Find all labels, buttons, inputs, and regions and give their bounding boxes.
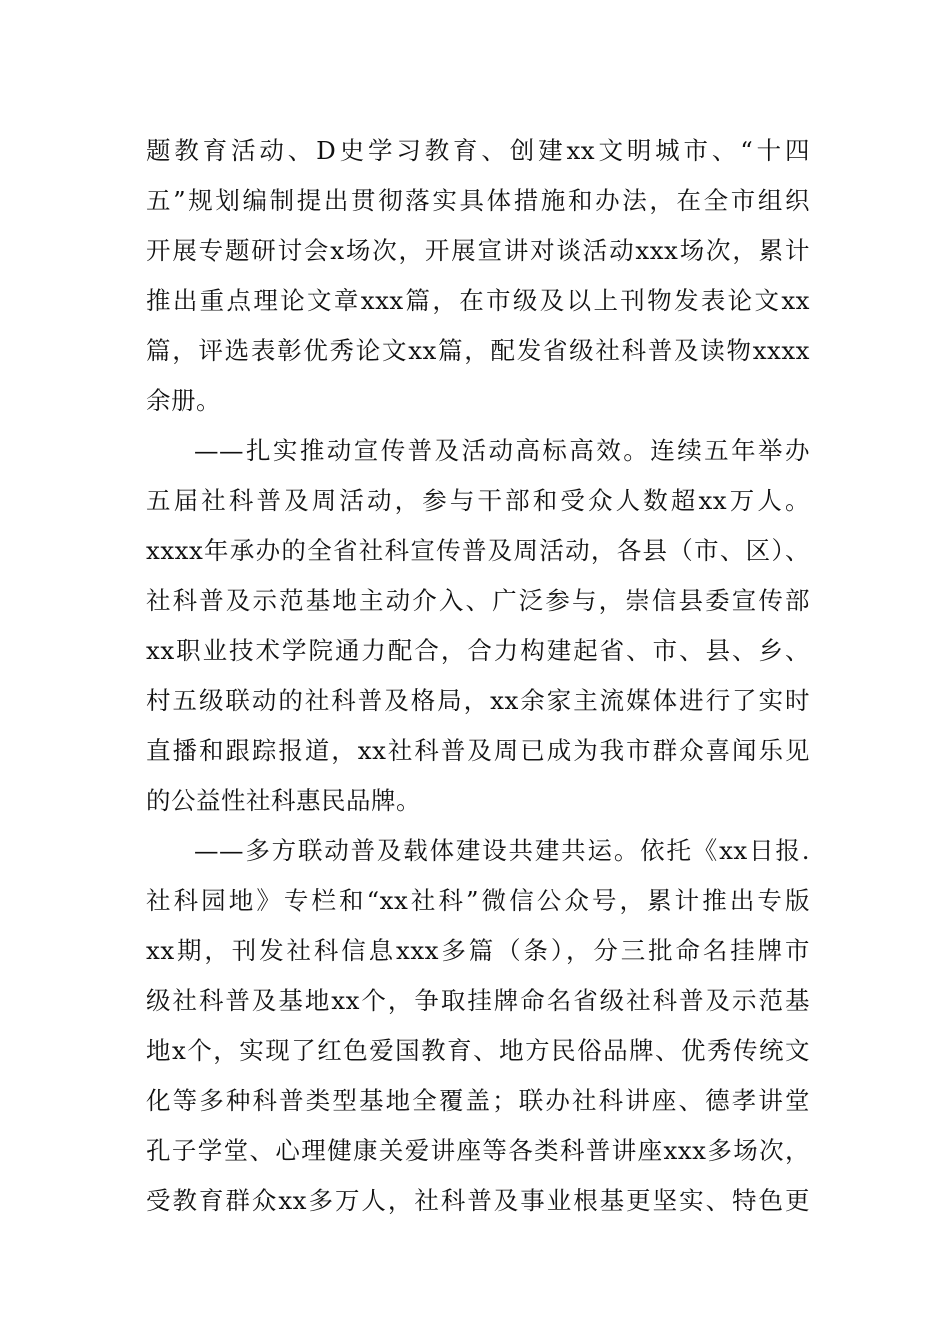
text-line: 孔子学堂、心理健康关爱讲座等各类科普讲座xxx多场次， (146, 1136, 810, 1165)
text-line: xx期，刊发社科信息xxx多篇（条），分三批命名挂牌市 (146, 936, 810, 965)
text-line: 社科普及示范基地主动介入、广泛参与，崇信县委宣传部 (146, 586, 810, 615)
text-line: 五届社科普及周活动，参与干部和受众人数超xx万人。 (146, 486, 810, 515)
text-line: 开展专题研讨会x场次，开展宣讲对谈活动xxx场次，累计 (146, 236, 810, 265)
text-line: 五”规划编制提出贯彻落实具体措施和办法，在全市组织 (146, 186, 810, 215)
text-line: 受教育群众xx多万人，社科普及事业根基更坚实、特色更 (146, 1186, 810, 1215)
text-line: 村五级联动的社科普及格局，xx余家主流媒体进行了实时 (146, 686, 810, 715)
text-line: 余册。 (146, 386, 221, 415)
text-line: 篇，评选表彰优秀论文xx篇，配发省级社科普及读物xxxx (146, 336, 810, 365)
text-line: 地x个，实现了红色爱国教育、地方民俗品牌、优秀传统文 (146, 1036, 810, 1065)
text-line: 化等多种科普类型基地全覆盖；联办社科讲座、德孝讲堂 (146, 1086, 810, 1115)
text-line: 题教育活动、D史学习教育、创建xx文明城市、“十四 (146, 136, 810, 165)
text-line: xx职业技术学院通力配合，合力构建起省、市、县、乡、 (146, 636, 810, 665)
paragraph-heading-line: ——多方联动普及载体建设共建共运。依托《xx日报. (194, 836, 810, 865)
text-line: 级社科普及基地xx个，争取挂牌命名省级社科普及示范基 (146, 986, 810, 1015)
text-line: 直播和跟踪报道，xx社科普及周已成为我市群众喜闻乐见 (146, 736, 810, 765)
text-line: xxxx年承办的全省社科宣传普及周活动，各县（市、区）、 (146, 536, 810, 565)
text-line: 的公益性社科惠民品牌。 (146, 786, 421, 815)
text-line: 社科园地》专栏和“xx社科”微信公众号，累计推出专版 (146, 886, 810, 915)
paragraph-heading-line: ——扎实推动宣传普及活动高标高效。连续五年举办 (194, 436, 810, 465)
text-line: 推出重点理论文章xxx篇，在市级及以上刊物发表论文xx (146, 286, 810, 315)
